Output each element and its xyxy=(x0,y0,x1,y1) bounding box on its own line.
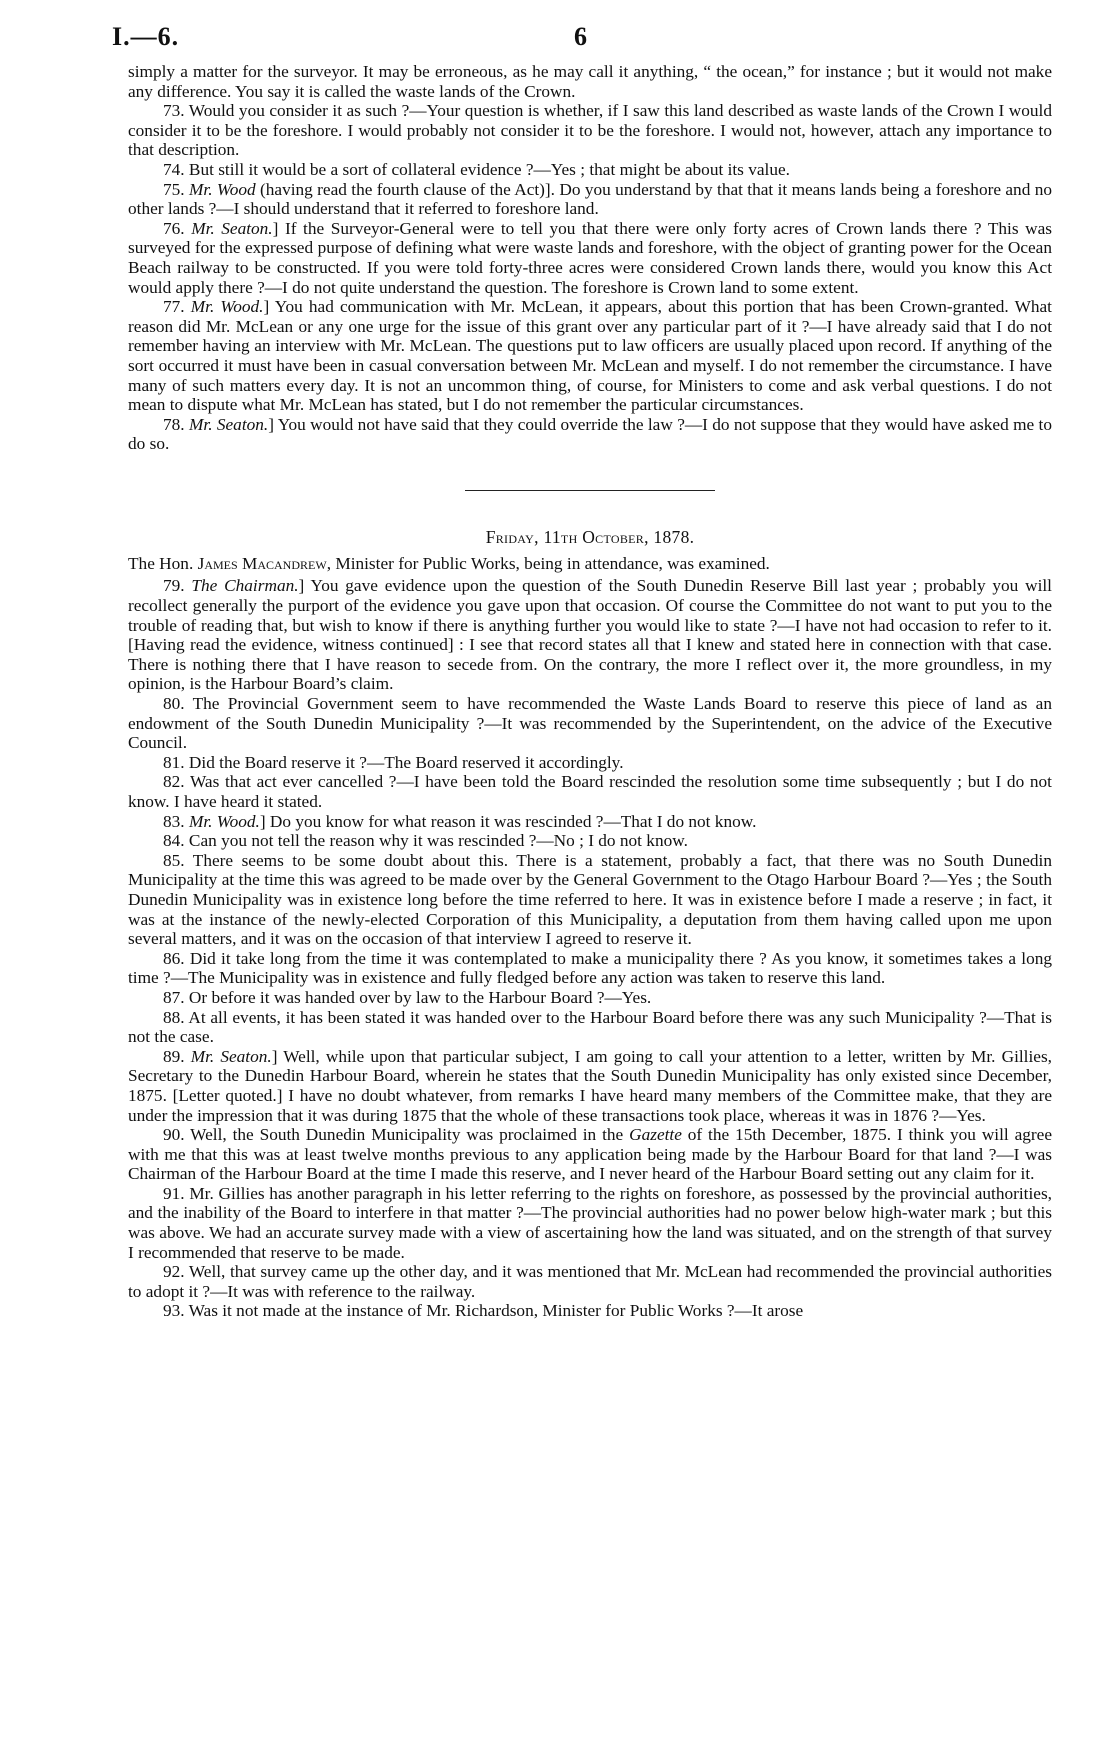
question-number: 89. xyxy=(163,1046,185,1066)
question-text: of the 15th December, 1875. I think you will agree with me that this was at least twelve months previous to any application being made by the Harbour Board for that land ?—I was Chairman of the Harbour Board at the time I made this reserve, and I never heard of the Harbour Board setting out any claim for it. xyxy=(128,1125,1052,1184)
speaker-name: Mr. Wood xyxy=(188,179,256,199)
intro-suffix: , Minister for Public Works, being in attendance, was examined. xyxy=(326,553,770,573)
page-number: 6 xyxy=(574,22,587,51)
session-date: Friday, 11th October, 1878. xyxy=(485,526,695,547)
speaker-name: Mr. Seaton. xyxy=(190,1046,272,1066)
question-78 xyxy=(128,415,1052,454)
question-85: 85. There seems to be some doubt about this. There is a statement, probably a fact, that there was no South Dunedin Municipality at the time this was agreed to be made over by the General Government to the Otago Harbour Board ?—Yes ; the South Dunedin Municipality was in existence long before the time referred to here. It was in existence before I made a reserve ; in fact, it was at the instance of the newly-elected Corporation of this Municipality, a deputation from them having called upon me upon several matters, and it was on the occasion of that interview I agreed to reserve it. xyxy=(128,850,1052,949)
question-text: ] Well, while upon that particular subject, I am going to call your attention to a letter, written by Mr. Gillies, Secretary to the Dunedin Harbour Board, wherein he states that the South Dunedin Municipality has only existed since December, 1875. [Letter quoted.] I have no doubt whatever, from remarks I have heard many members of the Committee make, that they are under the impression that it was during 1875 that the whole of these transactions took place, whereas it was in 1876 ?—Yes. xyxy=(128,1046,1052,1125)
question-87: 87. Or before it was handed over by law to the Harbour Board ?—Yes. xyxy=(163,987,652,1007)
paragraph-continuation: simply a matter for the surveyor. It may be erroneous, as he may call it anything, “ the ocean,” for instance ; but it would not make any difference. You say it is called the waste lands of the Crown. xyxy=(128,62,1052,101)
question-79 xyxy=(128,576,1052,694)
question-text: ] If the Surveyor-General were to tell you that there were only forty acres of Crown lands there ? This was surveyed for the expressed purpose of defining what were waste lands and foreshore, with the object of granting power for the Ocean Beach railway to be constructed. If you were told forty-three acres were considered Crown lands there, would you know this Act would apply there ?—I do not quite understand the question. The foreshore is Crown land to some extent. xyxy=(128,218,1052,297)
witness-introduction xyxy=(128,554,1052,574)
question-93: 93. Was it not made at the instance of Mr. Richardson, Minister for Public Works ?—It arose xyxy=(163,1301,804,1321)
question-text: ] You gave evidence upon the question of the South Dunedin Reserve Bill last year ; probably you will recollect generally the purport of the evidence you gave upon that occasion. Of course the Committee do not want to put you to the trouble of reading that, but wish to know if there is anything further you would like to state ?—I have not had occasion to refer to it. [Having read the evidence, witness continued] : I see that record states all that I knew and stated here in connection with that case. There is nothing there that I have reason to secede from. On the contrary, the more I reflect over it, the more groundless, in my opinion, is the Harbour Board’s claim. xyxy=(128,576,1052,694)
testimony-part-1 xyxy=(128,62,1052,454)
intro-prefix: The Hon. xyxy=(128,553,198,573)
question-89 xyxy=(128,1047,1052,1125)
question-80: 80. The Provincial Government seem to have recommended the Waste Lands Board to reserve this piece of land as an endowment of the South Dunedin Municipality ?—It was recommended by the Superintendent, on the advice of the Executive Council. xyxy=(128,694,1052,753)
question-83 xyxy=(128,812,1052,832)
question-74: 74. But still it would be a sort of collateral evidence ?—Yes ; that might be about its value. xyxy=(163,159,790,179)
question-text: ] You would not have said that they could override the law ?—I do not suppose that they would have asked me to do so. xyxy=(128,414,1052,454)
witness-name: James Macandrew xyxy=(197,553,327,573)
question-text: ] You had communication with Mr. McLean, it appears, about this portion that has been Crown-granted. What reason did Mr. McLean or any one urge for the issue of this grant over any particular part of it ?—I have already said that I do not remember having an interview with Mr. McLean. The questions put to law officers are usually placed upon record. If anything of the sort occurred it must have been in casual conversation between Mr. McLean and myself. I do not remember the circumstance. I have many of such matters every day. It is not an uncommon thing, of course, for Ministers to come and ask verbal questions. I do not mean to dispute what Mr. McLean has stated, but I do not remember the particular circumstances. xyxy=(128,297,1052,415)
question-number: 79. xyxy=(163,576,185,596)
question-88: 88. At all events, it has been stated it was handed over to the Harbour Board before there was any such Municipality ?—That is not the case. xyxy=(128,1007,1052,1047)
question-73: 73. Would you consider it as such ?—Your question is whether, if I saw this land described as waste lands of the Crown I would consider it to be the foreshore. I would probably not consider it to be the foreshore. I would not, however, attach any importance to that description. xyxy=(128,101,1052,160)
publication-name: Gazette xyxy=(629,1125,682,1145)
question-82: 82. Was that act ever cancelled ?—I have been told the Board rescinded the resolution some time subsequently ; but I do not know. I have heard it stated. xyxy=(128,772,1052,811)
question-number: 83. xyxy=(163,811,185,831)
question-91: 91. Mr. Gillies has another paragraph in his letter referring to the rights on foreshore, as possessed by the provincial authorities, and the inability of the Board to interfere in that matter ?—The provincial authorities had no power below high-water mark ; but this was above. We had an accurate survey made with a view of ascertaining how the land was situated, and on the strength of that survey I recommended that reserve to be made. xyxy=(128,1183,1052,1262)
question-number: 75. xyxy=(163,179,185,199)
question-90 xyxy=(128,1125,1052,1184)
testimony-part-2 xyxy=(128,554,1052,1321)
parliamentary-paper-reference: I.—6. xyxy=(112,22,180,51)
question-number: 76. xyxy=(163,218,185,238)
question-76 xyxy=(128,219,1052,297)
question-text: ] Do you know for what reason it was rescinded ?—That I do not know. xyxy=(259,811,757,831)
speaker-name: The Chairman. xyxy=(191,576,299,596)
question-text: 90. Well, the South Dunedin Municipality was proclaimed in the xyxy=(163,1125,630,1145)
speaker-name: Mr. Wood. xyxy=(190,297,264,317)
question-number: 77. xyxy=(163,297,185,317)
question-77 xyxy=(128,297,1052,415)
speaker-name: Mr. Seaton. xyxy=(191,218,273,238)
question-number: 78. xyxy=(163,414,185,434)
question-86: 86. Did it take long from the time it was contemplated to make a municipality there ? As you know, it sometimes takes a long time ?—The Municipality was in existence and fully fledged before any action was taken to reserve this land. xyxy=(128,948,1052,988)
question-81: 81. Did the Board reserve it ?—The Board reserved it accordingly. xyxy=(163,752,624,772)
page-header xyxy=(112,22,1052,62)
speaker-name: Mr. Seaton. xyxy=(188,414,269,434)
question-text: (having read the fourth clause of the Act)]. Do you understand by that that it means lands being a foreshore and no other lands ?—I should understand that it referred to foreshore land. xyxy=(128,179,1052,219)
question-92: 92. Well, that survey came up the other day, and it was mentioned that Mr. McLean had recommended the provincial authorities to adopt it ?—It was with reference to the railway. xyxy=(128,1262,1052,1301)
speaker-name: Mr. Wood. xyxy=(188,811,260,831)
document-page xyxy=(112,22,1052,1321)
section-divider xyxy=(465,490,715,491)
question-84: 84. Can you not tell the reason why it was rescinded ?—No ; I do not know. xyxy=(163,831,688,851)
question-75 xyxy=(128,180,1052,219)
